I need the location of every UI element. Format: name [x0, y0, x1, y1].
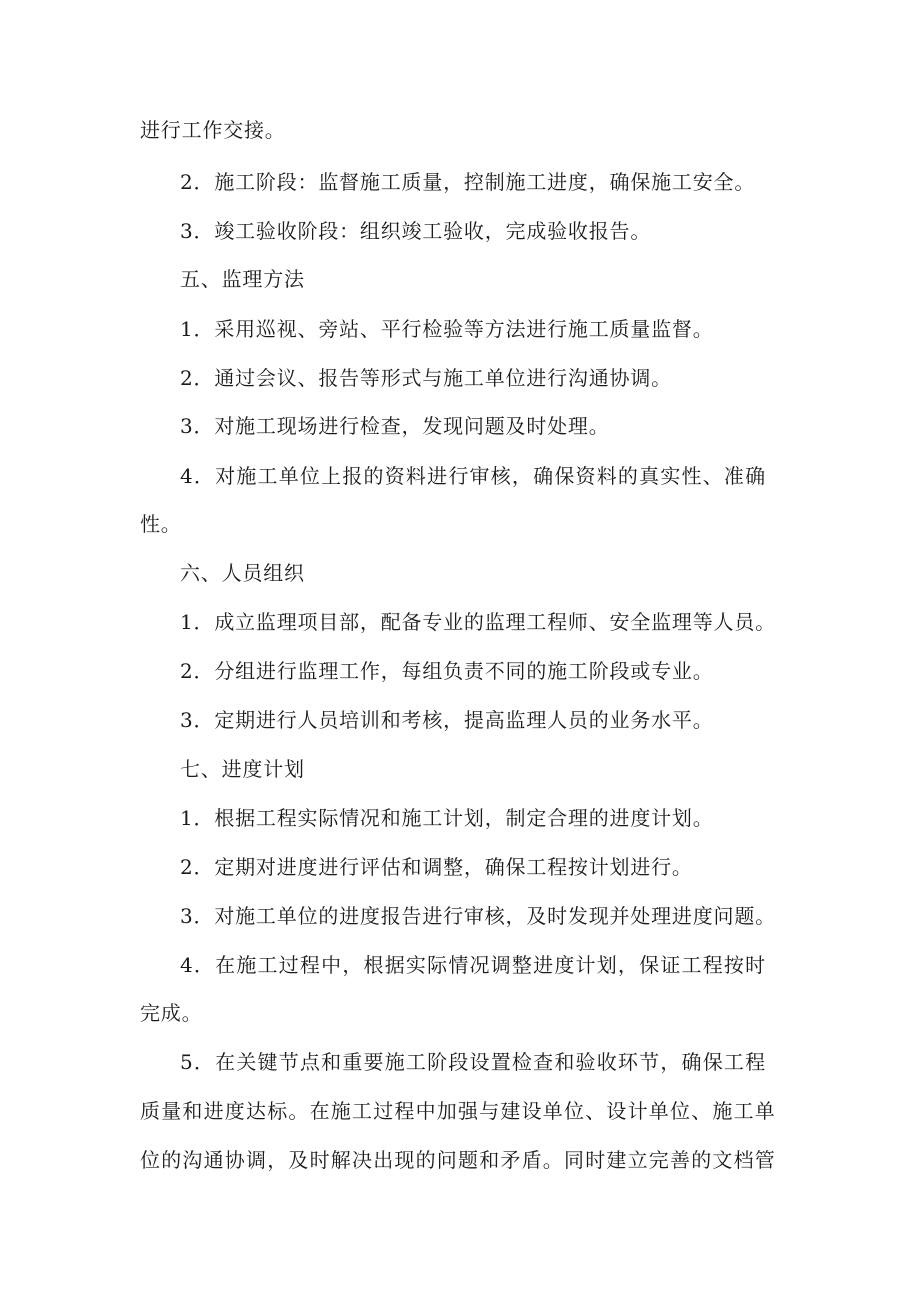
section-heading: 五、监理方法 [180, 267, 305, 291]
list-item: 2．通过会议、报告等形式与施工单位进行沟通协调。 [180, 366, 672, 390]
paragraph-continuation: 质量和进度达标。在施工过程中加强与建设单位、设计单位、施工单 [140, 1099, 776, 1123]
list-item: 3．竣工验收阶段：组织竣工验收，完成验收报告。 [180, 219, 652, 243]
section-heading: 七、进度计划 [180, 757, 305, 781]
list-item: 1．根据工程实际情况和施工计划，制定合理的进度计划。 [180, 806, 714, 830]
list-item: 1．采用巡视、旁站、平行检验等方法进行施工质量监督。 [180, 317, 714, 341]
paragraph-continuation: 性。 [140, 512, 182, 536]
paragraph-continuation: 进行工作交接。 [140, 118, 286, 142]
list-item: 2．施工阶段：监督施工质量，控制施工进度，确保施工安全。 [180, 170, 756, 194]
list-item: 4．对施工单位上报的资料进行审核，确保资料的真实性、准确 [180, 464, 767, 488]
list-item: 3．对施工现场进行检查，发现问题及时处理。 [180, 414, 610, 438]
list-item: 4．在施工过程中，根据实际情况调整进度计划，保证工程按时 [180, 953, 767, 977]
list-item: 3．对施工单位的进度报告进行审核，及时发现并处理进度问题。 [180, 904, 776, 928]
list-item: 3．定期进行人员培训和考核，提高监理人员的业务水平。 [180, 708, 714, 732]
list-item: 2．分组进行监理工作，每组负责不同的施工阶段或专业。 [180, 659, 714, 683]
list-item: 5．在关键节点和重要施工阶段设置检查和验收环节，确保工程 [180, 1050, 767, 1074]
list-item: 1．成立监理项目部，配备专业的监理工程师、安全监理等人员。 [180, 610, 776, 634]
paragraph-continuation: 完成。 [140, 1001, 203, 1025]
section-heading: 六、人员组织 [180, 561, 305, 585]
paragraph-continuation: 位的沟通协调，及时解决出现的问题和矛盾。同时建立完善的文档管 [140, 1148, 776, 1172]
list-item: 2．定期对进度进行评估和调整，确保工程按计划进行。 [180, 855, 693, 879]
